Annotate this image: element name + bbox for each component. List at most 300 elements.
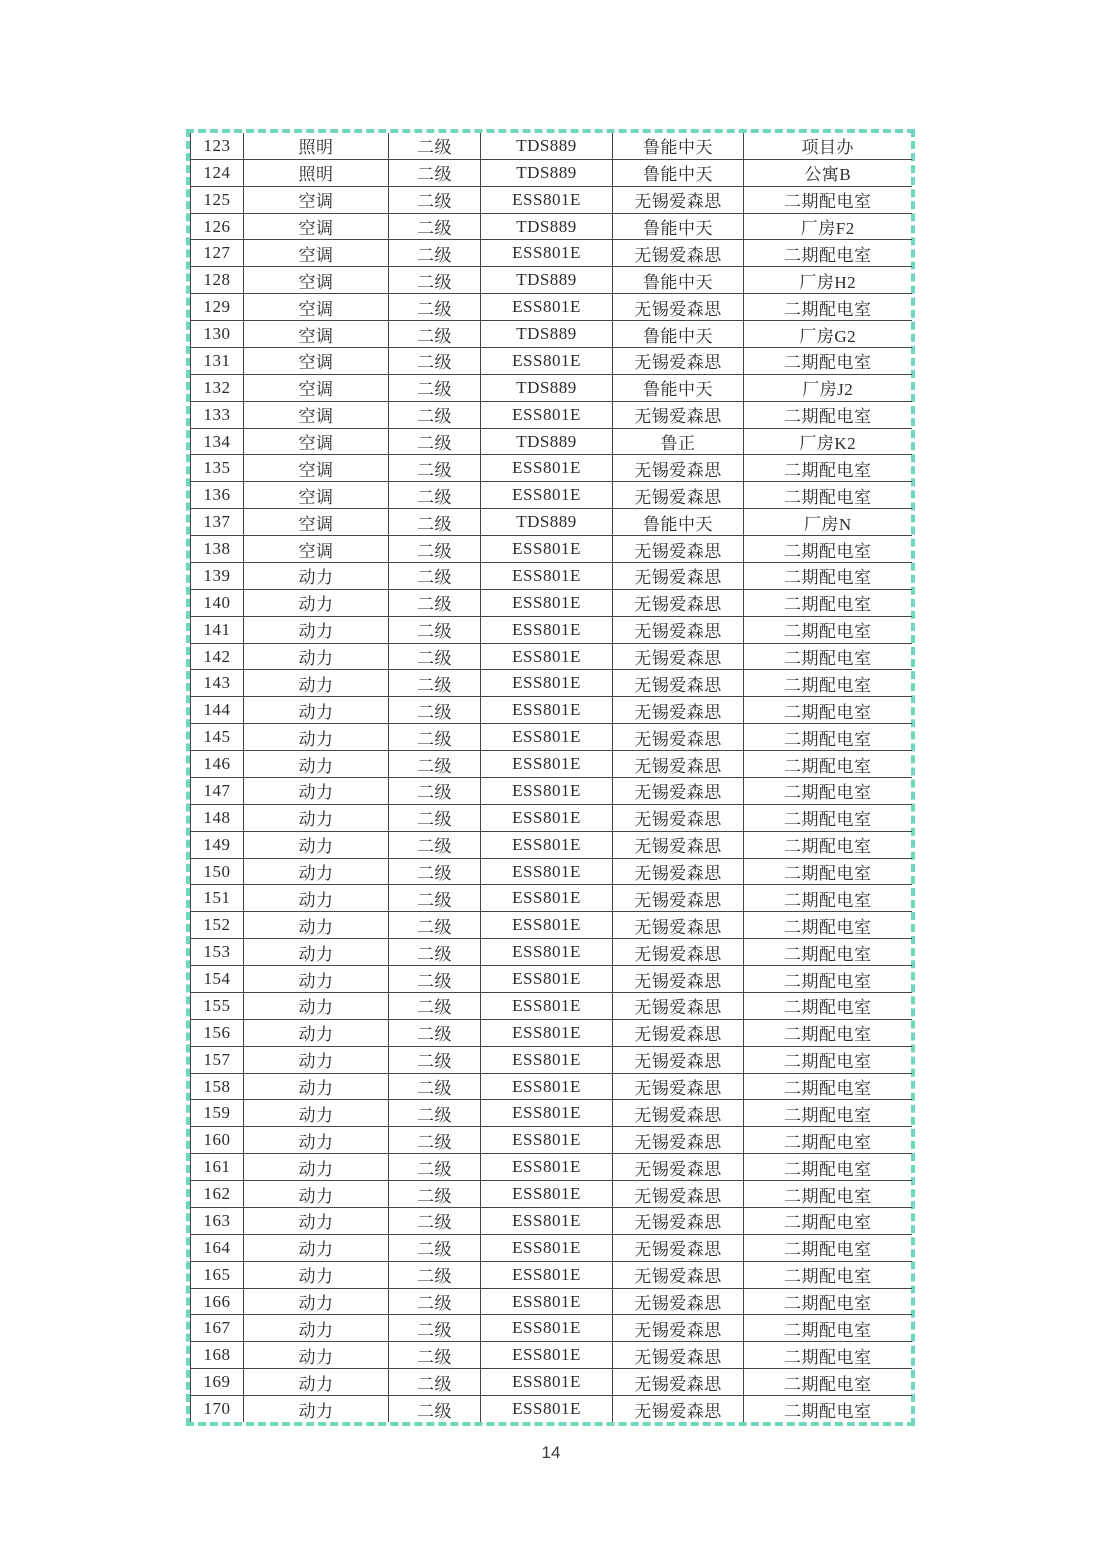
- table-row: [191, 912, 912, 939]
- cell-serial: 136: [191, 482, 244, 509]
- cell-level: 二级: [389, 1154, 481, 1181]
- cell-manufacturer: 无锡爱森思: [613, 1315, 744, 1342]
- table-row: [191, 428, 912, 455]
- table-row: [191, 858, 912, 885]
- cell-category: 照明: [244, 159, 389, 186]
- cell-category: 动力: [244, 751, 389, 778]
- cell-model: TDS889: [481, 428, 613, 455]
- cell-location: 二期配电室: [744, 885, 912, 912]
- cell-category: 空调: [244, 482, 389, 509]
- cell-location: 二期配电室: [744, 1207, 912, 1234]
- cell-model: ESS801E: [481, 777, 613, 804]
- cell-category: 空调: [244, 294, 389, 321]
- cell-location: 二期配电室: [744, 1315, 912, 1342]
- table-row: [191, 992, 912, 1019]
- cell-serial: 153: [191, 939, 244, 966]
- cell-manufacturer: 鲁能中天: [613, 213, 744, 240]
- table-row: [191, 670, 912, 697]
- cell-level: 二级: [389, 1369, 481, 1396]
- equipment-table: [190, 133, 912, 1422]
- cell-model: ESS801E: [481, 831, 613, 858]
- cell-serial: 148: [191, 804, 244, 831]
- cell-model: ESS801E: [481, 1369, 613, 1396]
- cell-manufacturer: 无锡爱森思: [613, 1019, 744, 1046]
- cell-level: 二级: [389, 1288, 481, 1315]
- cell-location: 二期配电室: [744, 724, 912, 751]
- cell-serial: 130: [191, 321, 244, 348]
- table-row: [191, 536, 912, 563]
- cell-location: 二期配电室: [744, 966, 912, 993]
- cell-category: 动力: [244, 1288, 389, 1315]
- cell-manufacturer: 无锡爱森思: [613, 966, 744, 993]
- cell-serial: 143: [191, 670, 244, 697]
- cell-location: 二期配电室: [744, 455, 912, 482]
- cell-serial: 145: [191, 724, 244, 751]
- cell-serial: 135: [191, 455, 244, 482]
- cell-manufacturer: 无锡爱森思: [613, 1261, 744, 1288]
- cell-level: 二级: [389, 401, 481, 428]
- table-row: [191, 616, 912, 643]
- cell-serial: 134: [191, 428, 244, 455]
- table-row: [191, 724, 912, 751]
- cell-manufacturer: 无锡爱森思: [613, 858, 744, 885]
- cell-model: TDS889: [481, 321, 613, 348]
- cell-model: ESS801E: [481, 804, 613, 831]
- cell-model: ESS801E: [481, 401, 613, 428]
- cell-model: ESS801E: [481, 1234, 613, 1261]
- cell-category: 空调: [244, 347, 389, 374]
- cell-location: 二期配电室: [744, 858, 912, 885]
- cell-manufacturer: 鲁能中天: [613, 374, 744, 401]
- cell-manufacturer: 无锡爱森思: [613, 562, 744, 589]
- cell-location: 二期配电室: [744, 992, 912, 1019]
- cell-location: 二期配电室: [744, 1288, 912, 1315]
- cell-serial: 162: [191, 1181, 244, 1208]
- cell-category: 动力: [244, 1261, 389, 1288]
- cell-serial: 152: [191, 912, 244, 939]
- cell-manufacturer: 无锡爱森思: [613, 670, 744, 697]
- cell-serial: 167: [191, 1315, 244, 1342]
- cell-model: TDS889: [481, 133, 613, 159]
- cell-model: ESS801E: [481, 1154, 613, 1181]
- cell-manufacturer: 鲁能中天: [613, 133, 744, 159]
- cell-manufacturer: 无锡爱森思: [613, 347, 744, 374]
- cell-category: 动力: [244, 589, 389, 616]
- cell-serial: 138: [191, 536, 244, 563]
- cell-level: 二级: [389, 912, 481, 939]
- cell-location: 二期配电室: [744, 1234, 912, 1261]
- cell-location: 厂房K2: [744, 428, 912, 455]
- cell-category: 动力: [244, 1019, 389, 1046]
- cell-serial: 131: [191, 347, 244, 374]
- cell-manufacturer: 无锡爱森思: [613, 482, 744, 509]
- cell-category: 动力: [244, 616, 389, 643]
- cell-model: ESS801E: [481, 294, 613, 321]
- cell-level: 二级: [389, 1019, 481, 1046]
- cell-serial: 124: [191, 159, 244, 186]
- cell-location: 厂房N: [744, 509, 912, 536]
- cell-level: 二级: [389, 1046, 481, 1073]
- cell-category: 动力: [244, 992, 389, 1019]
- cell-model: ESS801E: [481, 1073, 613, 1100]
- cell-level: 二级: [389, 1181, 481, 1208]
- cell-category: 动力: [244, 670, 389, 697]
- page-number: 14: [541, 1443, 561, 1462]
- cell-manufacturer: 无锡爱森思: [613, 1073, 744, 1100]
- cell-serial: 140: [191, 589, 244, 616]
- cell-manufacturer: 无锡爱森思: [613, 1127, 744, 1154]
- cell-level: 二级: [389, 267, 481, 294]
- table-row: [191, 1127, 912, 1154]
- cell-category: 动力: [244, 858, 389, 885]
- table-row: [191, 509, 912, 536]
- table-row: [191, 1369, 912, 1396]
- cell-manufacturer: 无锡爱森思: [613, 294, 744, 321]
- cell-serial: 158: [191, 1073, 244, 1100]
- cell-category: 动力: [244, 1342, 389, 1369]
- cell-model: ESS801E: [481, 885, 613, 912]
- table-row: [191, 294, 912, 321]
- cell-model: TDS889: [481, 509, 613, 536]
- table-row: [191, 186, 912, 213]
- cell-level: 二级: [389, 616, 481, 643]
- cell-model: ESS801E: [481, 1207, 613, 1234]
- cell-manufacturer: 无锡爱森思: [613, 1154, 744, 1181]
- table-row: [191, 1261, 912, 1288]
- cell-location: 二期配电室: [744, 1100, 912, 1127]
- table-row: [191, 213, 912, 240]
- cell-level: 二级: [389, 697, 481, 724]
- table-row: [191, 482, 912, 509]
- cell-manufacturer: 无锡爱森思: [613, 804, 744, 831]
- cell-model: ESS801E: [481, 1181, 613, 1208]
- cell-model: ESS801E: [481, 697, 613, 724]
- cell-serial: 164: [191, 1234, 244, 1261]
- cell-location: 二期配电室: [744, 589, 912, 616]
- table-row: [191, 643, 912, 670]
- cell-level: 二级: [389, 562, 481, 589]
- table-row: [191, 1073, 912, 1100]
- cell-serial: 168: [191, 1342, 244, 1369]
- cell-level: 二级: [389, 1073, 481, 1100]
- table-row: [191, 697, 912, 724]
- table-row: [191, 1046, 912, 1073]
- cell-location: 二期配电室: [744, 1127, 912, 1154]
- cell-manufacturer: 无锡爱森思: [613, 1369, 744, 1396]
- cell-level: 二级: [389, 509, 481, 536]
- cell-location: 公寓B: [744, 159, 912, 186]
- cell-manufacturer: 无锡爱森思: [613, 186, 744, 213]
- cell-serial: 132: [191, 374, 244, 401]
- cell-category: 空调: [244, 321, 389, 348]
- cell-level: 二级: [389, 777, 481, 804]
- cell-manufacturer: 无锡爱森思: [613, 1396, 744, 1422]
- cell-level: 二级: [389, 1207, 481, 1234]
- cell-model: ESS801E: [481, 966, 613, 993]
- cell-location: 二期配电室: [744, 643, 912, 670]
- cell-manufacturer: 无锡爱森思: [613, 401, 744, 428]
- cell-location: 二期配电室: [744, 1261, 912, 1288]
- cell-serial: 163: [191, 1207, 244, 1234]
- cell-location: 二期配电室: [744, 1396, 912, 1422]
- cell-location: 二期配电室: [744, 347, 912, 374]
- cell-manufacturer: 无锡爱森思: [613, 455, 744, 482]
- cell-serial: 141: [191, 616, 244, 643]
- cell-model: ESS801E: [481, 1342, 613, 1369]
- table-row: [191, 401, 912, 428]
- cell-category: 动力: [244, 1396, 389, 1422]
- cell-location: 二期配电室: [744, 831, 912, 858]
- cell-serial: 161: [191, 1154, 244, 1181]
- cell-serial: 149: [191, 831, 244, 858]
- table-row: [191, 777, 912, 804]
- cell-level: 二级: [389, 589, 481, 616]
- cell-category: 动力: [244, 912, 389, 939]
- cell-manufacturer: 无锡爱森思: [613, 536, 744, 563]
- cell-category: 空调: [244, 455, 389, 482]
- cell-level: 二级: [389, 1100, 481, 1127]
- cell-location: 二期配电室: [744, 1019, 912, 1046]
- cell-level: 二级: [389, 1261, 481, 1288]
- cell-model: TDS889: [481, 213, 613, 240]
- table-row: [191, 1288, 912, 1315]
- cell-category: 动力: [244, 562, 389, 589]
- cell-level: 二级: [389, 804, 481, 831]
- cell-level: 二级: [389, 428, 481, 455]
- cell-level: 二级: [389, 294, 481, 321]
- cell-serial: 157: [191, 1046, 244, 1073]
- cell-model: ESS801E: [481, 186, 613, 213]
- cell-serial: 128: [191, 267, 244, 294]
- cell-location: 二期配电室: [744, 670, 912, 697]
- cell-model: ESS801E: [481, 939, 613, 966]
- cell-location: 二期配电室: [744, 939, 912, 966]
- cell-level: 二级: [389, 240, 481, 267]
- cell-location: 二期配电室: [744, 804, 912, 831]
- cell-category: 空调: [244, 428, 389, 455]
- cell-level: 二级: [389, 643, 481, 670]
- equipment-table-body: [191, 133, 912, 1422]
- cell-category: 动力: [244, 885, 389, 912]
- cell-level: 二级: [389, 482, 481, 509]
- cell-location: 二期配电室: [744, 401, 912, 428]
- equipment-table-frame: [186, 129, 915, 1426]
- cell-model: ESS801E: [481, 1261, 613, 1288]
- cell-model: TDS889: [481, 374, 613, 401]
- cell-manufacturer: 鲁能中天: [613, 267, 744, 294]
- cell-manufacturer: 无锡爱森思: [613, 697, 744, 724]
- cell-category: 动力: [244, 1127, 389, 1154]
- cell-manufacturer: 无锡爱森思: [613, 616, 744, 643]
- cell-manufacturer: 无锡爱森思: [613, 1046, 744, 1073]
- table-row: [191, 267, 912, 294]
- cell-level: 二级: [389, 992, 481, 1019]
- cell-manufacturer: 无锡爱森思: [613, 1181, 744, 1208]
- table-row: [191, 562, 912, 589]
- cell-model: ESS801E: [481, 1315, 613, 1342]
- cell-level: 二级: [389, 966, 481, 993]
- cell-manufacturer: 无锡爱森思: [613, 643, 744, 670]
- cell-serial: 146: [191, 751, 244, 778]
- table-row: [191, 455, 912, 482]
- cell-category: 空调: [244, 536, 389, 563]
- cell-model: TDS889: [481, 159, 613, 186]
- cell-model: ESS801E: [481, 751, 613, 778]
- cell-model: ESS801E: [481, 643, 613, 670]
- cell-category: 空调: [244, 267, 389, 294]
- table-row: [191, 1342, 912, 1369]
- table-row: [191, 1181, 912, 1208]
- cell-model: ESS801E: [481, 724, 613, 751]
- cell-manufacturer: 无锡爱森思: [613, 831, 744, 858]
- cell-location: 项目办: [744, 133, 912, 159]
- cell-manufacturer: 鲁能中天: [613, 321, 744, 348]
- cell-manufacturer: 无锡爱森思: [613, 724, 744, 751]
- cell-manufacturer: 无锡爱森思: [613, 912, 744, 939]
- cell-manufacturer: 鲁能中天: [613, 159, 744, 186]
- cell-model: ESS801E: [481, 1127, 613, 1154]
- cell-location: 二期配电室: [744, 777, 912, 804]
- cell-manufacturer: 无锡爱森思: [613, 777, 744, 804]
- cell-serial: 126: [191, 213, 244, 240]
- table-row: [191, 240, 912, 267]
- cell-location: 二期配电室: [744, 536, 912, 563]
- cell-level: 二级: [389, 724, 481, 751]
- cell-model: ESS801E: [481, 347, 613, 374]
- cell-serial: 160: [191, 1127, 244, 1154]
- table-row: [191, 1315, 912, 1342]
- cell-model: ESS801E: [481, 240, 613, 267]
- cell-level: 二级: [389, 751, 481, 778]
- table-row: [191, 939, 912, 966]
- cell-model: ESS801E: [481, 589, 613, 616]
- table-row: [191, 589, 912, 616]
- cell-manufacturer: 无锡爱森思: [613, 992, 744, 1019]
- cell-location: 二期配电室: [744, 1342, 912, 1369]
- cell-location: 二期配电室: [744, 697, 912, 724]
- cell-manufacturer: 无锡爱森思: [613, 1234, 744, 1261]
- cell-serial: 150: [191, 858, 244, 885]
- cell-model: ESS801E: [481, 670, 613, 697]
- cell-category: 动力: [244, 1073, 389, 1100]
- cell-category: 空调: [244, 240, 389, 267]
- cell-category: 动力: [244, 697, 389, 724]
- cell-category: 动力: [244, 804, 389, 831]
- cell-model: ESS801E: [481, 482, 613, 509]
- cell-category: 动力: [244, 777, 389, 804]
- cell-level: 二级: [389, 1396, 481, 1422]
- cell-serial: 133: [191, 401, 244, 428]
- cell-location: 二期配电室: [744, 294, 912, 321]
- cell-manufacturer: 无锡爱森思: [613, 885, 744, 912]
- cell-category: 动力: [244, 1315, 389, 1342]
- cell-location: 二期配电室: [744, 562, 912, 589]
- cell-level: 二级: [389, 670, 481, 697]
- cell-manufacturer: 鲁正: [613, 428, 744, 455]
- cell-serial: 147: [191, 777, 244, 804]
- cell-level: 二级: [389, 858, 481, 885]
- table-row: [191, 321, 912, 348]
- table-row: [191, 1154, 912, 1181]
- cell-location: 二期配电室: [744, 240, 912, 267]
- table-row: [191, 966, 912, 993]
- cell-category: 动力: [244, 831, 389, 858]
- cell-serial: 170: [191, 1396, 244, 1422]
- cell-model: ESS801E: [481, 1396, 613, 1422]
- cell-level: 二级: [389, 885, 481, 912]
- cell-level: 二级: [389, 831, 481, 858]
- cell-level: 二级: [389, 159, 481, 186]
- cell-model: ESS801E: [481, 616, 613, 643]
- cell-location: 二期配电室: [744, 1181, 912, 1208]
- table-row: [191, 1100, 912, 1127]
- cell-category: 照明: [244, 133, 389, 159]
- cell-category: 空调: [244, 401, 389, 428]
- cell-category: 动力: [244, 643, 389, 670]
- cell-location: 二期配电室: [744, 1154, 912, 1181]
- cell-model: ESS801E: [481, 562, 613, 589]
- cell-location: 厂房H2: [744, 267, 912, 294]
- cell-level: 二级: [389, 186, 481, 213]
- cell-location: 厂房G2: [744, 321, 912, 348]
- cell-location: 二期配电室: [744, 186, 912, 213]
- cell-manufacturer: 无锡爱森思: [613, 939, 744, 966]
- cell-serial: 156: [191, 1019, 244, 1046]
- cell-category: 动力: [244, 939, 389, 966]
- cell-serial: 154: [191, 966, 244, 993]
- cell-location: 二期配电室: [744, 751, 912, 778]
- table-row: [191, 885, 912, 912]
- cell-manufacturer: 无锡爱森思: [613, 1100, 744, 1127]
- table-row: [191, 347, 912, 374]
- cell-level: 二级: [389, 939, 481, 966]
- table-row: [191, 159, 912, 186]
- cell-location: 二期配电室: [744, 912, 912, 939]
- cell-category: 动力: [244, 1181, 389, 1208]
- cell-serial: 137: [191, 509, 244, 536]
- cell-category: 动力: [244, 1100, 389, 1127]
- cell-serial: 151: [191, 885, 244, 912]
- cell-model: TDS889: [481, 267, 613, 294]
- cell-serial: 123: [191, 133, 244, 159]
- cell-model: ESS801E: [481, 536, 613, 563]
- cell-location: 二期配电室: [744, 616, 912, 643]
- cell-category: 空调: [244, 509, 389, 536]
- cell-category: 动力: [244, 1369, 389, 1396]
- table-row: [191, 751, 912, 778]
- cell-serial: 139: [191, 562, 244, 589]
- cell-category: 动力: [244, 1207, 389, 1234]
- table-row: [191, 374, 912, 401]
- table-row: [191, 1019, 912, 1046]
- cell-manufacturer: 无锡爱森思: [613, 1207, 744, 1234]
- cell-level: 二级: [389, 347, 481, 374]
- cell-category: 动力: [244, 1046, 389, 1073]
- cell-model: ESS801E: [481, 858, 613, 885]
- cell-category: 空调: [244, 374, 389, 401]
- cell-model: ESS801E: [481, 455, 613, 482]
- cell-serial: 125: [191, 186, 244, 213]
- cell-serial: 166: [191, 1288, 244, 1315]
- cell-location: 二期配电室: [744, 1046, 912, 1073]
- cell-level: 二级: [389, 1127, 481, 1154]
- cell-location: 二期配电室: [744, 482, 912, 509]
- cell-serial: 169: [191, 1369, 244, 1396]
- cell-category: 空调: [244, 186, 389, 213]
- cell-manufacturer: 鲁能中天: [613, 509, 744, 536]
- cell-category: 空调: [244, 213, 389, 240]
- cell-category: 动力: [244, 1234, 389, 1261]
